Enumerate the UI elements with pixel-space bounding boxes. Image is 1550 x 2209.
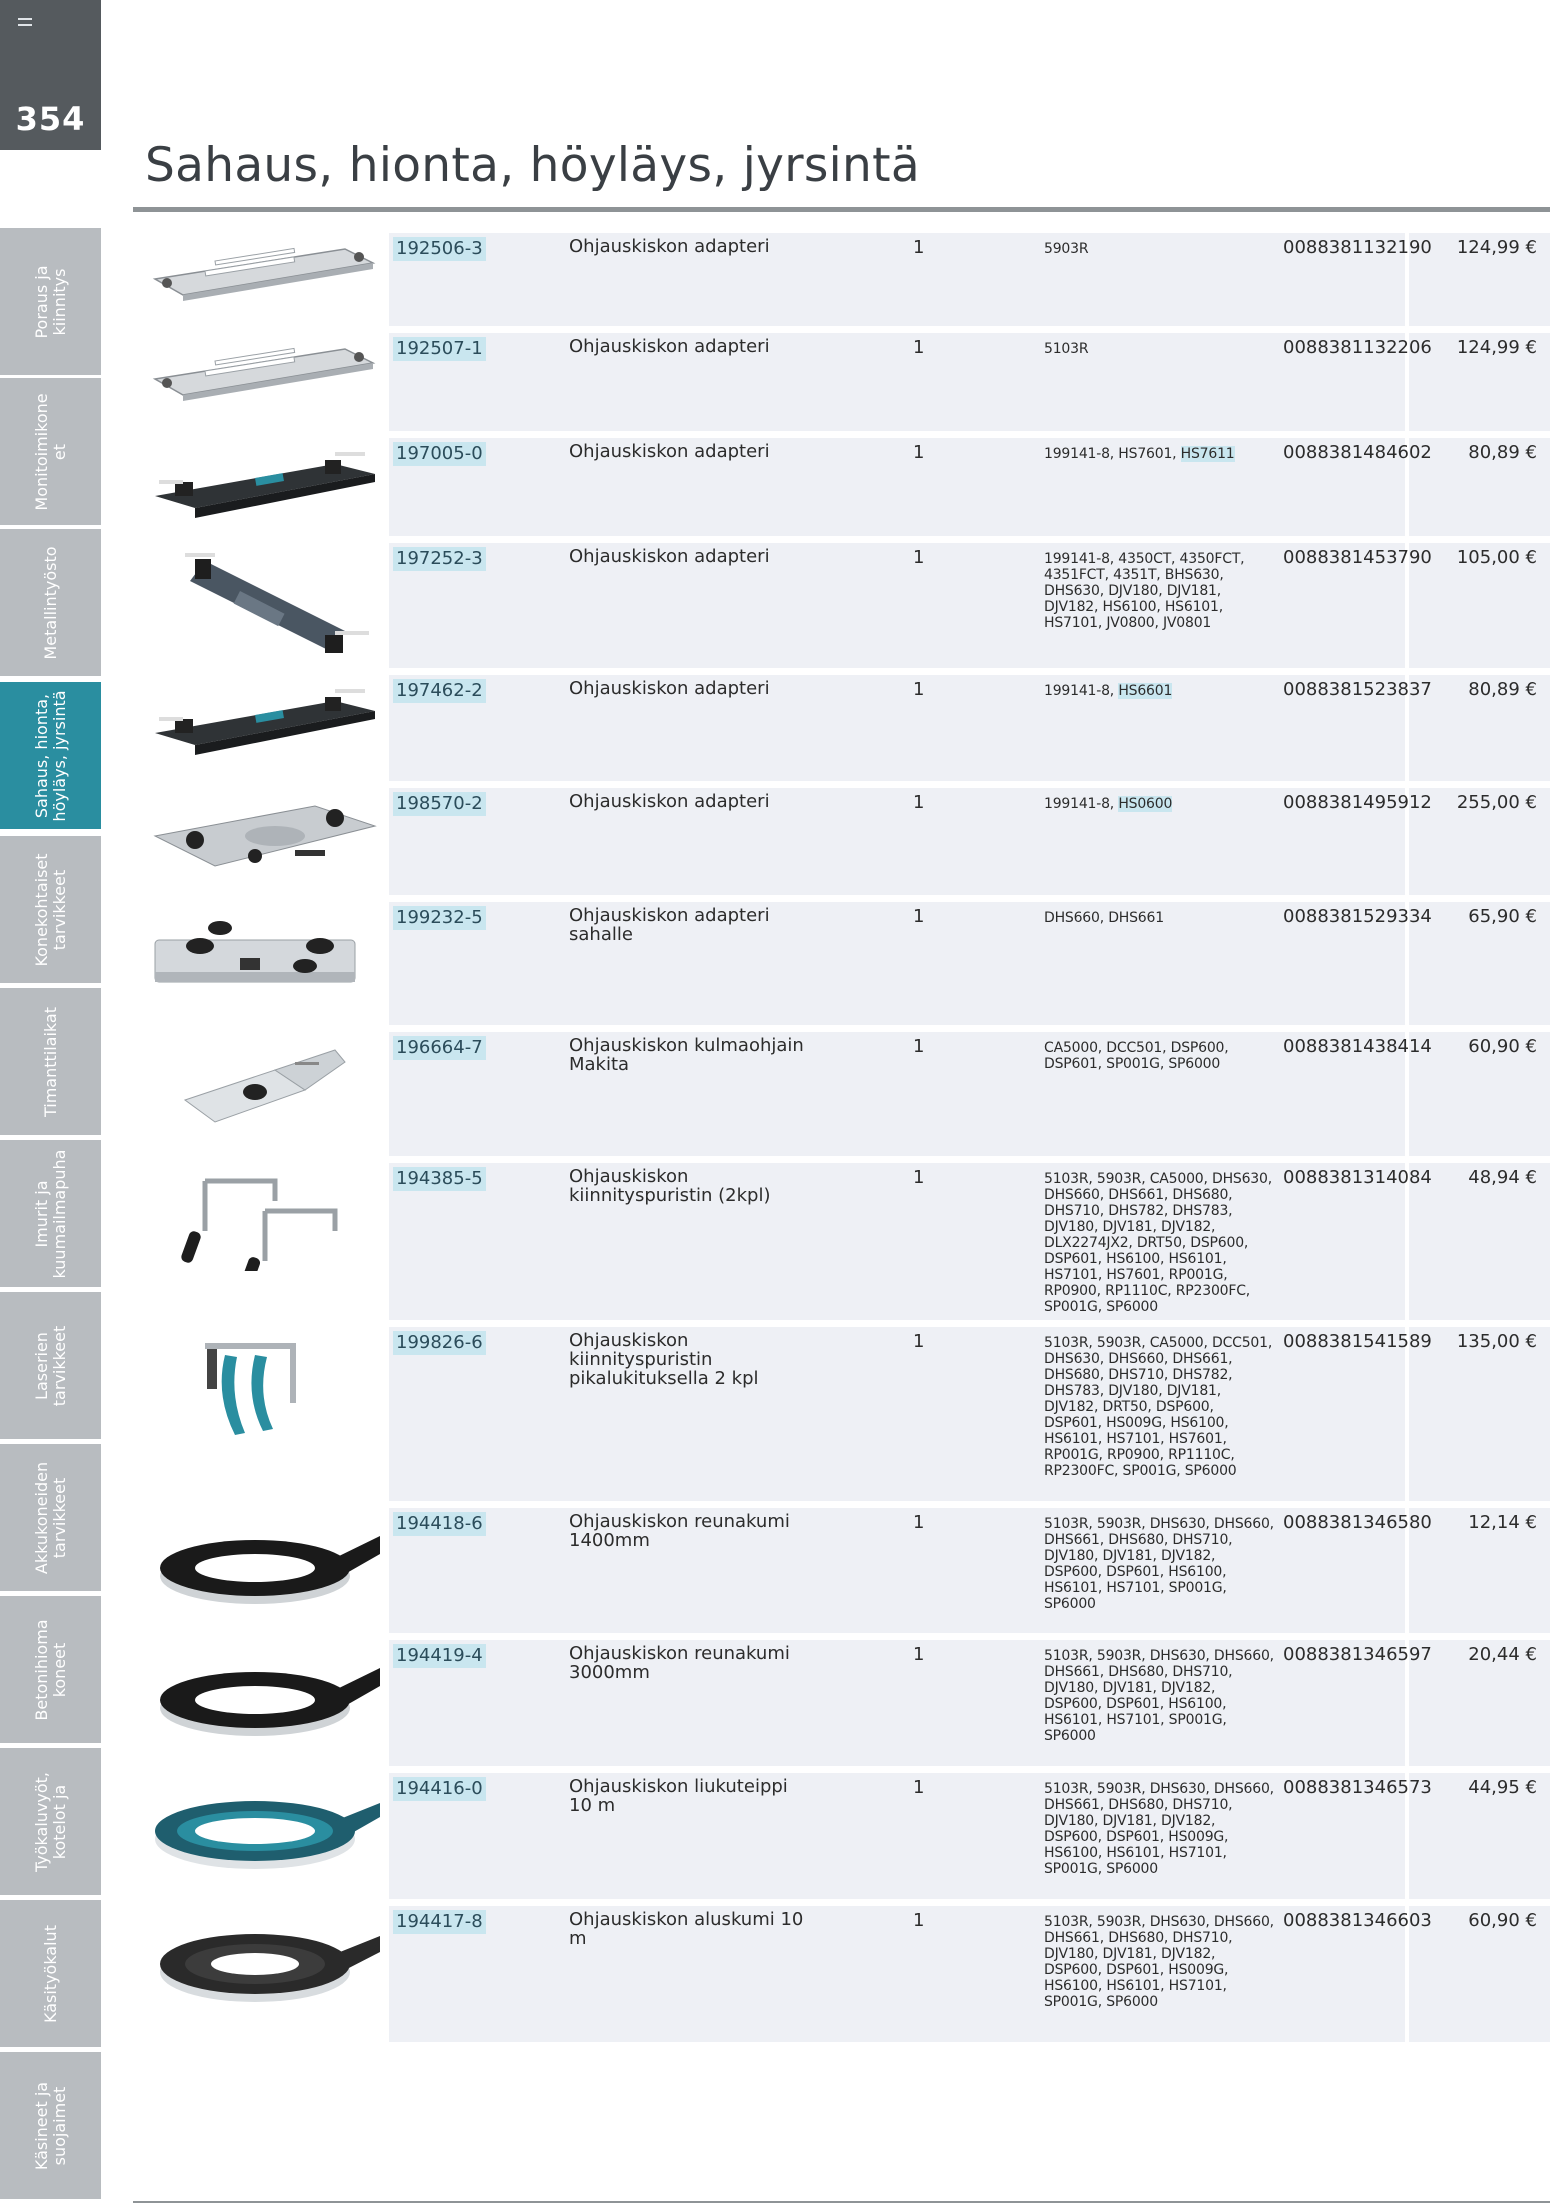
product-price: 135,00 € (1456, 1331, 1537, 1352)
sidebar-tab-label: Akkukoneiden tarvikkeet (31, 1461, 69, 1574)
rail-adapter-black-icon (145, 446, 385, 530)
compatible-models (1044, 241, 1274, 257)
product-quantity: 1 (913, 1512, 925, 1533)
compatible-models (1044, 796, 1274, 812)
product-quantity: 1 (913, 792, 925, 813)
sidebar-tab-label: Työkaluvyöt, kotelot ja (31, 1771, 69, 1872)
table-row (133, 543, 1550, 672)
product-description: Ohjauskiskon reunakumi 3000mm (569, 1643, 790, 1683)
ean-code: 0088381453790 (1283, 547, 1432, 568)
compatible-models-text: 5103R, 5903R, CA5000, DCC501, DHS630, DHS660, DHS661, DHS680, DHS710, DHS782, DHS783, DJV180, DJV181, DJV182, DRT50, DSP600, DSP601, HS009G, HS6100, HS6101, HS7101, HS7601, RP001G, RP0900, RP1110C, RP2300FC, SP001G, SP6000 (1044, 1335, 1273, 1479)
ean-code: 0088381495912 (1283, 792, 1432, 813)
clamp-pair-icon (145, 1171, 385, 1275)
compatible-model-link[interactable]: HS7611 (1180, 446, 1235, 462)
product-quantity: 1 (913, 1331, 925, 1352)
product-quantity: 1 (913, 1777, 925, 1798)
ean-code: 0088381346603 (1283, 1910, 1432, 1931)
article-number-link[interactable]: 197005-0 (393, 442, 486, 466)
compatible-models (1044, 910, 1274, 926)
rail-adapter-black-icon (145, 683, 385, 767)
ean-code: 0088381132206 (1283, 337, 1432, 358)
compatible-models (1044, 1335, 1274, 1479)
product-description: Ohjauskiskon kiinnityspuristin pikalukituksella 2 kpl (569, 1330, 759, 1389)
sidebar-tab[interactable] (0, 1140, 101, 1287)
sidebar-tab[interactable] (0, 682, 101, 829)
table-row (133, 788, 1550, 899)
product-description: Ohjauskiskon kiinnityspuristin (2kpl) (569, 1166, 771, 1206)
product-price: 105,00 € (1456, 547, 1537, 568)
slide-tape-roll-icon (145, 1781, 385, 1885)
cell-background (893, 1327, 1025, 1501)
sidebar-tab-label: Imurit ja kuumailmapuha (31, 1149, 69, 1278)
table-row (133, 1773, 1550, 1903)
article-number-link[interactable]: 192506-3 (393, 237, 486, 261)
product-quantity: 1 (913, 1036, 925, 1057)
table-row (133, 233, 1550, 330)
product-price: 48,94 € (1468, 1167, 1537, 1188)
sidebar-tab-label: Laserien tarvikkeet (31, 1325, 69, 1406)
sidebar-tab-label: Poraus ja kiinnitys (31, 264, 69, 339)
rail-adapter-plate-icon (145, 341, 385, 415)
sidebar-tab-label: Betonihioma koneet (31, 1618, 69, 1721)
product-price: 20,44 € (1468, 1644, 1537, 1665)
title-divider (133, 207, 1550, 212)
quick-clamp-icon (145, 1335, 385, 1449)
compatible-model-link[interactable]: HS6601 (1118, 683, 1173, 699)
table-row (133, 1163, 1550, 1324)
sidebar-tab[interactable] (0, 1900, 101, 2047)
sidebar-tab[interactable] (0, 1292, 101, 1439)
product-quantity: 1 (913, 547, 925, 568)
table-row (133, 1032, 1550, 1160)
sidebar-tab-label: Timanttilaikat (40, 1006, 60, 1117)
product-description: Ohjauskiskon adapteri (569, 791, 770, 812)
compatible-models-text: 5103R, 5903R, CA5000, DHS630, DHS660, DHS661, DHS680, DHS710, DHS782, DHS783, DJV180, DJV181, DJV182, DLX2274JX2, DRT50, DSP600, DSP601, HS6100, HS6101, HS7101, HS7601, RP001G, RP0900, RP1110C, RP2300FC, SP001G, SP6000 (1044, 1171, 1272, 1315)
product-quantity: 1 (913, 237, 925, 258)
table-row (133, 1327, 1550, 1505)
article-number-link[interactable]: 197252-3 (393, 547, 486, 571)
product-price: 80,89 € (1468, 442, 1537, 463)
sidebar-tab[interactable] (0, 836, 101, 983)
ean-code: 0088381346573 (1283, 1777, 1432, 1798)
compatible-models-text: 5103R (1044, 341, 1089, 357)
sidebar-tab-label: Sahaus, hionta, höyläys, jyrsintä (31, 689, 69, 822)
page-number: 354 (15, 100, 86, 138)
product-description: Ohjauskiskon reunakumi 1400mm (569, 1511, 790, 1551)
compatible-models (1044, 1914, 1274, 2010)
sidebar-tab-label: Metallintyösto (40, 545, 60, 660)
table-row (133, 1640, 1550, 1770)
product-quantity: 1 (913, 1167, 925, 1188)
product-description: Ohjauskiskon adapteri (569, 236, 770, 257)
article-number-link[interactable]: 194418-6 (393, 1512, 486, 1536)
product-price: 80,89 € (1468, 679, 1537, 700)
compatible-models-text: 5903R (1044, 241, 1089, 257)
compatible-models (1044, 1648, 1274, 1744)
table-row (133, 1906, 1550, 2046)
table-row (133, 333, 1550, 435)
product-price: 124,99 € (1456, 237, 1537, 258)
cell-background (1409, 1327, 1421, 1501)
product-price: 60,90 € (1468, 1036, 1537, 1057)
compatible-models-text: 199141-8, HS7601, (1044, 446, 1181, 462)
product-price: 44,95 € (1468, 1777, 1537, 1798)
sidebar-tab[interactable] (0, 2052, 101, 2199)
sidebar-tab-label: Käsityökalut (40, 1924, 60, 2023)
ean-code: 0088381438414 (1283, 1036, 1432, 1057)
product-quantity: 1 (913, 337, 925, 358)
cell-background (1421, 1327, 1550, 1501)
ean-code: 0088381346580 (1283, 1512, 1432, 1533)
ean-code: 0088381529334 (1283, 906, 1432, 927)
sidebar-tab[interactable] (0, 1596, 101, 1743)
article-number-link[interactable]: 194419-4 (393, 1644, 486, 1668)
compatible-models-text: 199141-8, 4350CT, 4350FCT, 4351FCT, 4351T, BHS630, DHS630, DJV180, DJV181, DJV182, HS6100, HS6101, HS7101, JV0800, JV0801 (1044, 551, 1245, 631)
rail-adapter-diagonal-icon (145, 551, 385, 665)
article-number-link[interactable]: 192507-1 (393, 337, 486, 361)
compatible-models (1044, 1781, 1274, 1877)
article-number-link[interactable]: 199826-6 (393, 1331, 486, 1355)
product-quantity: 1 (913, 1644, 925, 1665)
product-price: 12,14 € (1468, 1512, 1537, 1533)
product-description: Ohjauskiskon adapteri (569, 336, 770, 357)
article-number-link[interactable]: 199232-5 (393, 906, 486, 930)
compatible-models-text: DHS660, DHS661 (1044, 910, 1164, 926)
compatible-models-text: 5103R, 5903R, DHS630, DHS660, DHS661, DHS680, DHS710, DJV180, DJV181, DJV182, DSP600, DSP601, HS6100, HS6101, HS7101, SP001G, SP6000 (1044, 1648, 1274, 1744)
sidebar-tab-label: Käsineet ja suojaimet (31, 2081, 69, 2170)
table-row (133, 438, 1550, 540)
product-description: Ohjauskiskon kulmaohjain Makita (569, 1035, 804, 1075)
compatible-models (1044, 341, 1274, 357)
logo-icon (18, 18, 32, 26)
sidebar-tab[interactable] (0, 228, 101, 375)
article-number-link[interactable]: 194417-8 (393, 1910, 486, 1934)
compatible-models-text: CA5000, DCC501, DSP600, DSP601, SP001G, SP6000 (1044, 1040, 1229, 1072)
product-description: Ohjauskiskon liukuteippi 10 m (569, 1776, 788, 1816)
compatible-models-text: 199141-8, (1044, 683, 1119, 699)
ean-code: 0088381346597 (1283, 1644, 1432, 1665)
article-number-link[interactable]: 198570-2 (393, 792, 486, 816)
base-rubber-roll-icon (145, 1914, 385, 2018)
page-number-box (0, 0, 101, 150)
ean-code: 0088381541589 (1283, 1331, 1432, 1352)
product-price: 65,90 € (1468, 906, 1537, 927)
bottom-divider (133, 2201, 1550, 2203)
ean-code: 0088381484602 (1283, 442, 1432, 463)
edge-rubber-roll-icon (145, 1516, 385, 1620)
product-description: Ohjauskiskon adapteri (569, 546, 770, 567)
product-price: 255,00 € (1456, 792, 1537, 813)
sidebar-tab[interactable] (0, 378, 101, 525)
angle-guide-icon (145, 1040, 385, 1134)
page-title: Sahaus, hionta, höyläys, jyrsintä (145, 138, 920, 193)
product-price: 124,99 € (1456, 337, 1537, 358)
compatible-models-text: 5103R, 5903R, DHS630, DHS660, DHS661, DHS680, DHS710, DJV180, DJV181, DJV182, DSP600, DSP601, HS009G, HS6100, HS6101, HS7101, SP001G, SP6000 (1044, 1914, 1274, 2010)
table-row (133, 675, 1550, 785)
product-description: Ohjauskiskon aluskumi 10 m (569, 1909, 804, 1949)
product-description: Ohjauskiskon adapteri (569, 441, 770, 462)
sidebar-tab-label: Konekohtaiset tarvikkeet (31, 852, 69, 967)
ean-code: 0088381523837 (1283, 679, 1432, 700)
compatible-models-text: 5103R, 5903R, DHS630, DHS660, DHS661, DHS680, DHS710, DJV180, DJV181, DJV182, DSP600, DSP601, HS6100, HS6101, HS7101, SP001G, SP6000 (1044, 1516, 1274, 1612)
rail-adapter-plate-icon (145, 241, 385, 315)
article-number-link[interactable]: 194416-0 (393, 1777, 486, 1801)
edge-rubber-roll-icon (145, 1648, 385, 1752)
rail-adapter-base-icon (145, 796, 385, 890)
product-description: Ohjauskiskon adapteri sahalle (569, 905, 770, 945)
sidebar-tab[interactable] (0, 529, 101, 676)
article-number-link[interactable]: 194385-5 (393, 1167, 486, 1191)
product-quantity: 1 (913, 679, 925, 700)
category-sidebar (0, 0, 101, 2209)
compatible-models-text: 5103R, 5903R, DHS630, DHS660, DHS661, DHS680, DHS710, DJV180, DJV181, DJV182, DSP600, DSP601, HS009G, HS6100, HS6101, HS7101, SP001G, SP6000 (1044, 1781, 1274, 1877)
product-description: Ohjauskiskon adapteri (569, 678, 770, 699)
compatible-models (1044, 446, 1274, 462)
compatible-models-text: 199141-8, (1044, 796, 1119, 812)
table-row (133, 902, 1550, 1029)
product-quantity: 1 (913, 906, 925, 927)
table-row (133, 1508, 1550, 1637)
compatible-models (1044, 1516, 1274, 1612)
saw-adapter-icon (145, 910, 385, 1004)
ean-code: 0088381314084 (1283, 1167, 1432, 1188)
compatible-models (1044, 1171, 1274, 1315)
product-quantity: 1 (913, 442, 925, 463)
sidebar-tab[interactable] (0, 1748, 101, 1895)
compatible-models (1044, 1040, 1274, 1072)
ean-code: 0088381132190 (1283, 237, 1432, 258)
article-number-link[interactable]: 197462-2 (393, 679, 486, 703)
article-number-link[interactable]: 196664-7 (393, 1036, 486, 1060)
sidebar-tab-label: Monitoimikone et (31, 392, 69, 511)
product-price: 60,90 € (1468, 1910, 1537, 1931)
compatible-models (1044, 683, 1274, 699)
product-quantity: 1 (913, 1910, 925, 1931)
compatible-models (1044, 551, 1274, 631)
sidebar-tab[interactable] (0, 988, 101, 1135)
sidebar-tab[interactable] (0, 1444, 101, 1591)
compatible-model-link[interactable]: HS0600 (1118, 796, 1173, 812)
